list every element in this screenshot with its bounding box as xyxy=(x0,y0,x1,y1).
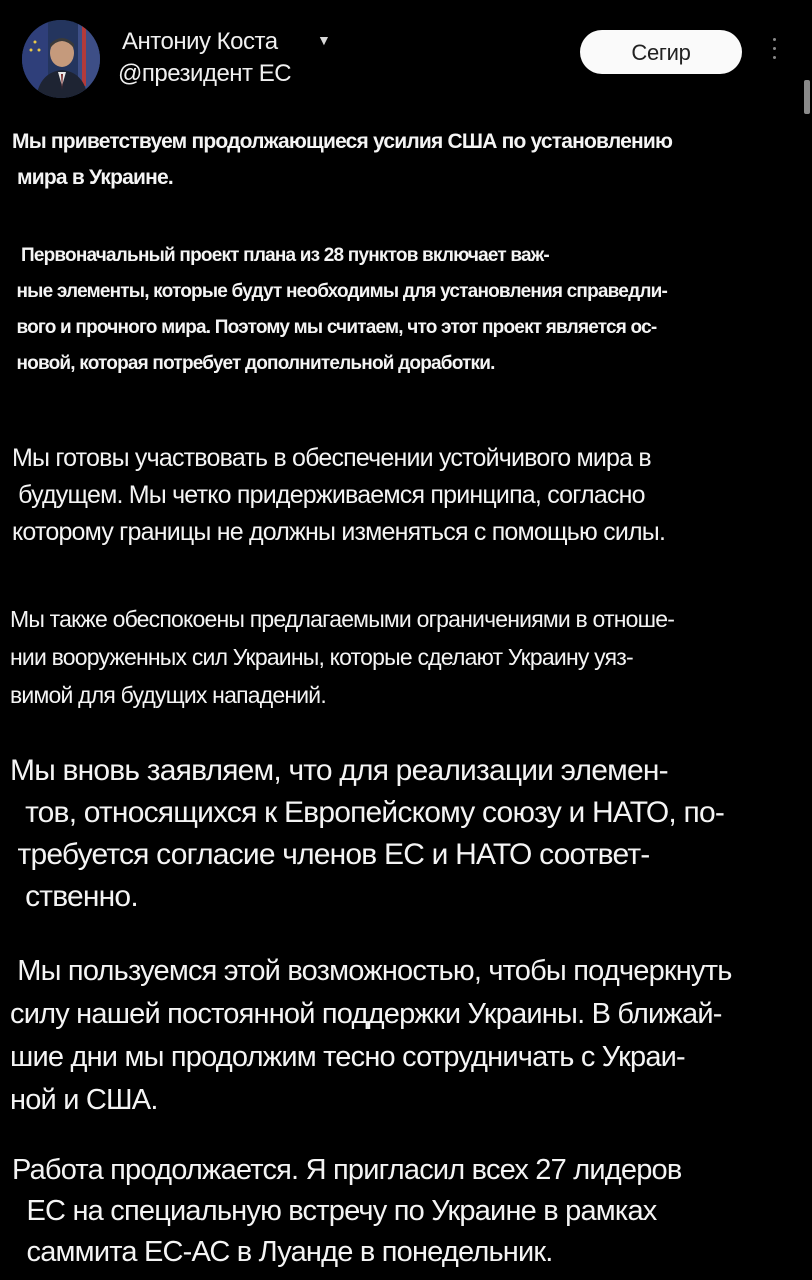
text-line: будущем. Мы четко придерживаемся принципа, согласно xyxy=(12,481,645,509)
text-line: Мы вновь заявляем, что для реализации элемен- xyxy=(10,754,668,787)
text-line: Мы готовы участвовать в обеспечении устойчивого мира в xyxy=(12,444,651,472)
badge-icon: ▼ xyxy=(317,32,331,48)
text-line: вого и прочного мира. Поэтому мы считаем, что этот проект является ос- xyxy=(12,317,657,338)
text-line: Мы пользуемся этой возможностью, чтобы подчеркнуть xyxy=(10,955,732,987)
text-line: Первоначальный проект плана из 28 пунктов включает важ- xyxy=(12,245,549,266)
post-paragraph-1 xyxy=(12,124,672,196)
post-paragraph-5 xyxy=(10,750,724,918)
text-line: ственно. xyxy=(10,880,138,913)
post-header xyxy=(0,0,812,110)
post-paragraph-3 xyxy=(12,440,665,551)
scrollbar[interactable] xyxy=(804,80,810,114)
more-options-icon[interactable] xyxy=(770,38,778,68)
post-paragraph-4 xyxy=(10,600,674,714)
text-line: нии вооруженных сил Украины, которые сделают Украину уяз- xyxy=(10,644,633,670)
text-line: ные элементы, которые будут необходимы для установления справедли- xyxy=(12,281,668,302)
text-line: Мы также обеспокоены предлагаемыми ограничениями в отноше- xyxy=(10,606,675,632)
text-line: которому границы не должны изменяться с помощью силы. xyxy=(12,518,666,546)
author-name[interactable]: Антониу Коста xyxy=(122,28,278,55)
post-paragraph-6 xyxy=(10,950,732,1122)
follow-button[interactable]: Сегир xyxy=(580,30,742,74)
text-line: шие дни мы продолжим тесно сотрудничать с Украи- xyxy=(10,1041,685,1073)
text-line: Работа продолжается. Я пригласил всех 27 лидеров xyxy=(12,1154,682,1186)
avatar[interactable] xyxy=(22,20,100,98)
text-line: мира в Украине. xyxy=(12,166,173,189)
text-line: ЕС на специальную встречу по Украине в рамках xyxy=(12,1195,657,1227)
text-line: Мы приветствуем продолжающиеся усилия США по установлению xyxy=(12,130,673,153)
text-line: новой, которая потребует дополнительной доработки. xyxy=(12,353,495,374)
text-line: тов, относящихся к Европейскому союзу и НАТО, по- xyxy=(10,796,725,829)
text-line: ной и США. xyxy=(10,1084,158,1116)
text-line: силу нашей постоянной поддержки Украины. В ближай- xyxy=(10,998,722,1030)
post-paragraph-7 xyxy=(12,1150,681,1273)
text-line: требуется согласие членов ЕС и НАТО соответ- xyxy=(10,838,650,871)
author-handle[interactable]: @президент ЕС xyxy=(118,60,292,87)
text-line: вимой для будущих нападений. xyxy=(10,682,326,708)
text-line: саммита ЕС-АС в Луанде в понедельник. xyxy=(12,1236,553,1268)
post-paragraph-2 xyxy=(12,238,667,382)
